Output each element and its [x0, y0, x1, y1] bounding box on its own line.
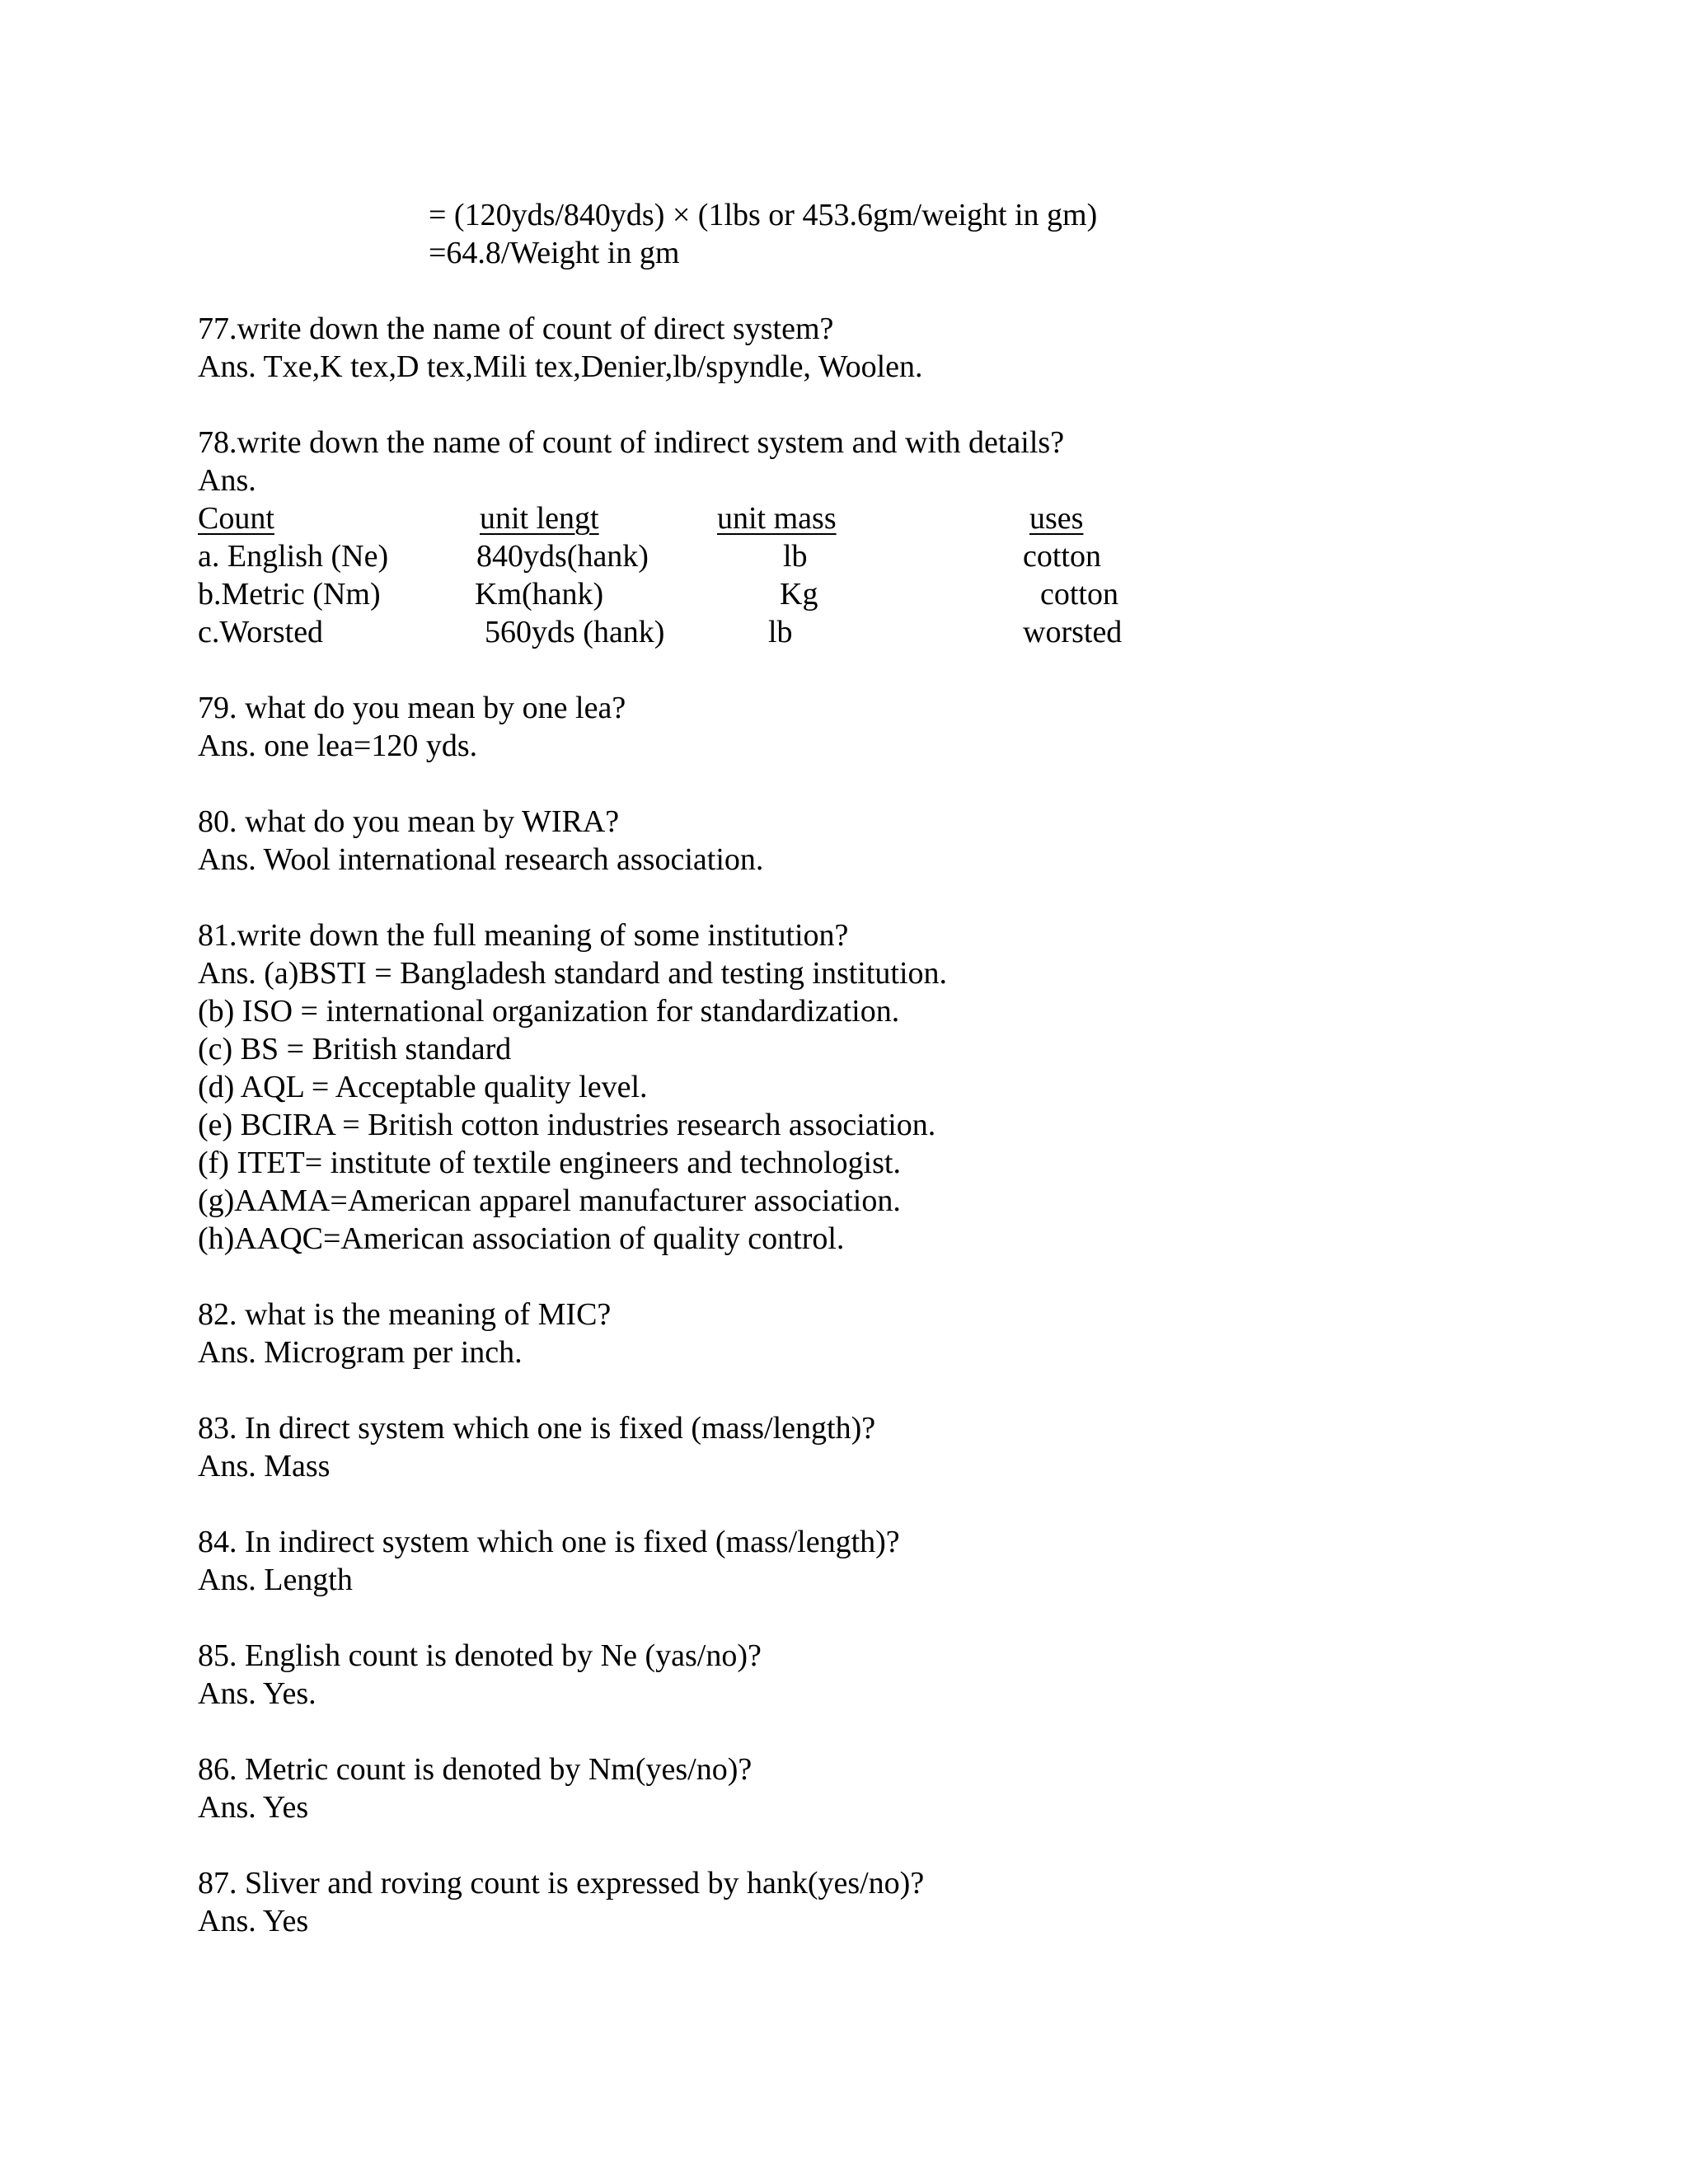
- question-86: 86. Metric count is denoted by Nm(yes/no)?: [198, 1752, 753, 1787]
- answer-84: Ans. Length: [198, 1563, 353, 1597]
- table-cell-count: b.Metric (Nm): [198, 577, 381, 612]
- table-header-unit-mass: unit mass: [717, 501, 837, 536]
- answer-81-line: Ans. (a)BSTI = Bangladesh standard and testing institution.: [198, 956, 948, 991]
- table-cell-unit-mass: Kg: [780, 577, 818, 612]
- table-cell-uses: worsted: [1023, 615, 1123, 649]
- answer-81-line: (e) BCIRA = British cotton industries research association.: [198, 1108, 936, 1142]
- question-77: 77.write down the name of count of direct system?: [198, 312, 834, 346]
- table-cell-unit-length: 840yds(hank): [476, 539, 649, 574]
- question-87: 87. Sliver and roving count is expressed by hank(yes/no)?: [198, 1866, 925, 1900]
- table-cell-count: a. English (Ne): [198, 539, 389, 574]
- answer-81-line: (g)AAMA=American apparel manufacturer association.: [198, 1183, 901, 1218]
- question-81: 81.write down the full meaning of some institution?: [198, 918, 849, 953]
- table-header-uses: uses: [1029, 501, 1084, 536]
- table-cell-unit-length: Km(hank): [475, 577, 604, 612]
- question-83: 83. In direct system which one is fixed (mass/length)?: [198, 1411, 876, 1446]
- table-cell-count: c.Worsted: [198, 615, 324, 649]
- table-cell-unit-mass: lb: [783, 539, 808, 574]
- answer-81-line: (c) BS = British standard: [198, 1032, 512, 1066]
- question-79: 79. what do you mean by one lea?: [198, 691, 626, 725]
- table-cell-unit-mass: lb: [768, 615, 793, 649]
- answer-85: Ans. Yes.: [198, 1676, 316, 1711]
- question-78: 78.write down the name of count of indirect system and with details?: [198, 425, 1065, 460]
- table-cell-uses: cotton: [1023, 539, 1101, 574]
- answer-87: Ans. Yes: [198, 1904, 309, 1938]
- answer-78: Ans.: [198, 463, 256, 498]
- answer-81-line: (f) ITET= institute of textile engineers and technologist.: [198, 1146, 901, 1180]
- answer-86: Ans. Yes: [198, 1790, 309, 1825]
- answer-81-line: (b) ISO = international organization for standardization.: [198, 994, 900, 1029]
- formula-line-1: = (120yds/840yds) × (1lbs or 453.6gm/weight in gm): [429, 198, 1098, 232]
- answer-81-line: (h)AAQC=American association of quality control.: [198, 1221, 845, 1256]
- question-84: 84. In indirect system which one is fixed (mass/length)?: [198, 1525, 900, 1559]
- answer-82: Ans. Microgram per inch.: [198, 1335, 523, 1370]
- answer-81-line: (d) AQL = Acceptable quality level.: [198, 1070, 648, 1104]
- table-header-count: Count: [198, 501, 274, 536]
- answer-79: Ans. one lea=120 yds.: [198, 729, 478, 763]
- question-80: 80. what do you mean by WIRA?: [198, 804, 620, 839]
- formula-line-2: =64.8/Weight in gm: [429, 236, 680, 270]
- table-header-unit-length: unit lengt: [480, 501, 599, 536]
- table-cell-uses: cotton: [1040, 577, 1118, 612]
- question-85: 85. English count is denoted by Ne (yas/no)?: [198, 1638, 762, 1673]
- question-82: 82. what is the meaning of MIC?: [198, 1297, 612, 1332]
- answer-83: Ans. Mass: [198, 1449, 331, 1483]
- answer-80: Ans. Wool international research association.: [198, 842, 764, 877]
- table-cell-unit-length: 560yds (hank): [485, 615, 665, 649]
- answer-77: Ans. Txe,K tex,D tex,Mili tex,Denier,lb/spyndle, Woolen.: [198, 349, 923, 384]
